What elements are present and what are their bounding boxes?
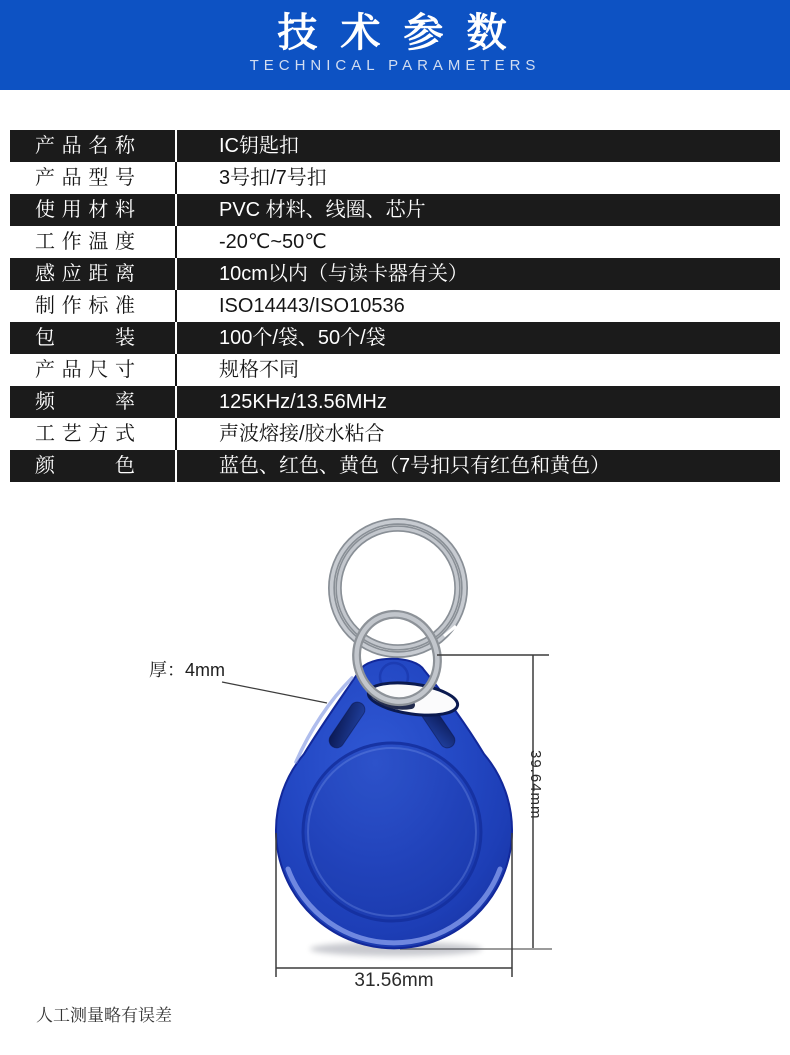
spec-value: IC钥匙扣	[175, 130, 780, 162]
table-row	[10, 162, 780, 194]
table-row	[10, 194, 780, 226]
height-dimension-label: 39.64mm	[527, 750, 544, 820]
banner	[0, 0, 790, 90]
table-row	[10, 450, 780, 482]
spec-value: PVC 材料、线圈、芯片	[175, 194, 780, 226]
table-row	[10, 258, 780, 290]
thickness-leader-line	[222, 682, 327, 703]
table-row	[10, 386, 780, 418]
measurement-disclaimer: 人工测量略有误差	[36, 1006, 172, 1025]
spec-table	[10, 130, 780, 482]
key-ring	[332, 522, 465, 655]
spec-value: 125KHz/13.56MHz	[175, 386, 780, 418]
spec-label: 产品尺寸	[35, 359, 135, 381]
width-dimension-label: 31.56mm	[354, 970, 434, 991]
spec-label: 工作温度	[35, 231, 135, 253]
spec-value: 10cm以内（与读卡器有关）	[175, 258, 780, 290]
spec-label: 工艺方式	[35, 423, 135, 445]
spec-value: 100个/袋、50个/袋	[175, 322, 780, 354]
spec-value: 蓝色、红色、黄色（7号扣只有红色和黄色）	[175, 450, 780, 482]
spec-label: 产品名称	[35, 135, 135, 157]
spec-value: -20℃~50℃	[175, 226, 780, 258]
table-row	[10, 130, 780, 162]
product-image	[0, 490, 790, 1020]
page-title: 技 术 参 数	[277, 11, 513, 55]
spec-label: 频 率	[35, 391, 135, 413]
table-row	[10, 418, 780, 450]
table-row	[10, 290, 780, 322]
spec-value: 3号扣/7号扣	[175, 162, 780, 194]
table-row	[10, 226, 780, 258]
spec-label: 制作标准	[35, 295, 135, 317]
fob-disc-groove	[303, 743, 481, 921]
spec-value: 声波熔接/胶水粘合	[175, 418, 780, 450]
thickness-dimension-label: 厚：4mm	[149, 660, 225, 680]
spec-label: 产品型号	[35, 167, 135, 189]
spec-label: 包 装	[35, 327, 135, 349]
spec-label: 颜 色	[35, 455, 135, 477]
table-row	[10, 322, 780, 354]
page-subtitle: TECHNICAL PARAMETERS	[249, 57, 541, 74]
spec-label: 使用材料	[35, 199, 135, 221]
table-row	[10, 354, 780, 386]
spec-value: 规格不同	[175, 354, 780, 386]
spec-label: 感应距离	[35, 263, 135, 285]
spec-value: ISO14443/ISO10536	[175, 290, 780, 322]
